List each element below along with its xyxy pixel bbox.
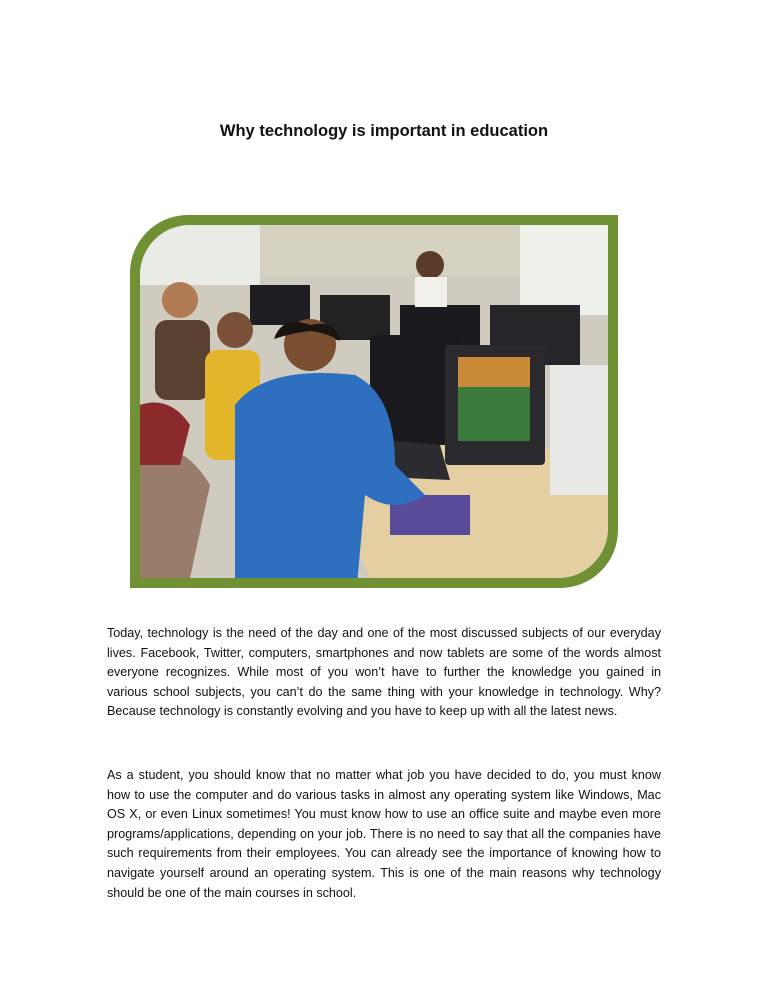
text-line: such requirements from their employees. You can already see the importance of knowing how to [107, 846, 661, 861]
text-line: lives. Facebook, Twitter, computers, smartphones and now tablets are some of the words almost [107, 645, 661, 660]
text-line: everyone recognizes. While most of you won’t have to further the knowledge you gained in [107, 665, 661, 680]
text-line: Because technology is constantly evolving and you have to keep up with all the latest news. [107, 704, 618, 719]
text-line: navigate yourself around an operating system. This is one of the main reasons why technology [107, 865, 661, 880]
classroom-photo [140, 225, 608, 578]
text-line: should be one of the main courses in school. [107, 885, 357, 900]
text-line: programs/applications, depending on your job. There is no need to say that all the companies have [107, 826, 661, 841]
paragraph-2 [107, 766, 661, 903]
text-line: various school subjects, you can’t do the same thing with your knowledge in technology. Why? [107, 684, 661, 699]
paragraph-1 [107, 624, 661, 722]
text-line: As a student, you should know that no matter what job you have decided to do, you must know [107, 768, 661, 782]
text-line: Today, technology is the need of the day and one of the most discussed subjects of our everyday [107, 626, 661, 640]
page-title: Why technology is important in education [219, 122, 549, 140]
text-line: OS X, or even Linux sometimes! You must know how to use an office suite and maybe even more [107, 807, 661, 822]
photo-frame [130, 215, 618, 588]
text-line: how to use the computer and do various tasks in almost any operating system like Windows, Mac [107, 787, 661, 802]
